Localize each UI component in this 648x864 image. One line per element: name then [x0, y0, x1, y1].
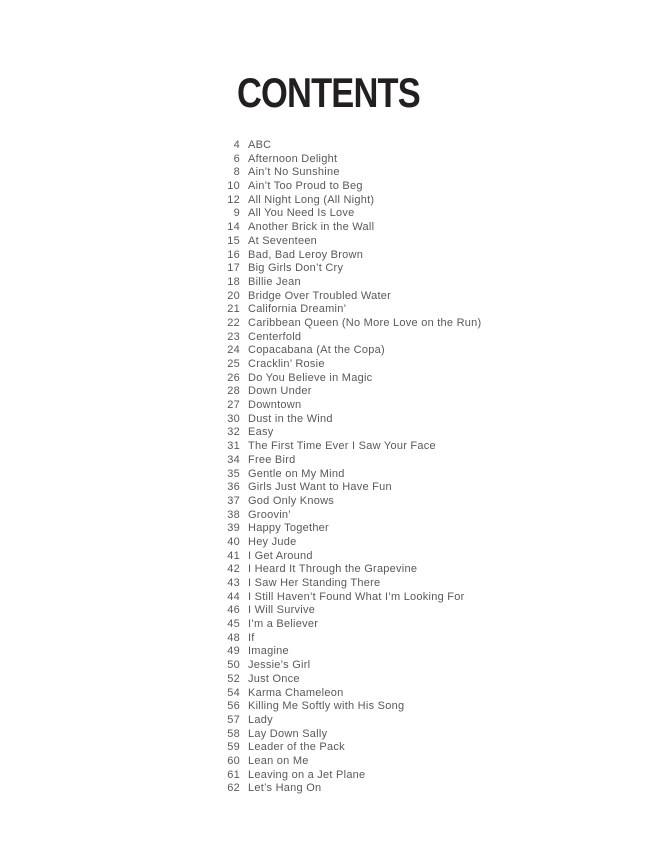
toc-entry	[210, 166, 630, 180]
toc-song-title: ABC	[248, 139, 272, 151]
toc-entry	[210, 468, 630, 482]
toc-page-number: 61	[227, 768, 240, 781]
toc-page-number: 50	[227, 659, 240, 672]
toc-page-number: 44	[227, 590, 240, 603]
toc-page-number: 45	[227, 618, 240, 631]
toc-page-number: 60	[227, 754, 240, 767]
toc-song-title: Gentle on My Mind	[248, 467, 345, 480]
toc-song-title: Lay Down Sally	[248, 727, 328, 740]
toc-entry	[210, 440, 630, 454]
toc-entry	[210, 700, 630, 714]
toc-entry	[210, 331, 630, 345]
toc-page-number: 54	[227, 686, 240, 699]
toc-entry	[210, 235, 630, 249]
toc-entry	[210, 303, 630, 317]
toc-song-title: At Seventeen	[248, 234, 318, 247]
toc-song-title: Lean on Me	[248, 754, 309, 767]
toc-page-number: 23	[227, 330, 240, 343]
toc-page-number: 18	[227, 275, 240, 288]
toc-page-number: 17	[227, 262, 240, 275]
toc-song-title: All You Need Is Love	[248, 207, 355, 220]
toc-page-number: 37	[227, 494, 240, 507]
toc-entry	[210, 221, 630, 235]
toc-page-number: 49	[227, 645, 240, 658]
toc-entry	[210, 194, 630, 208]
toc-song-title: Lady	[248, 713, 273, 726]
toc-song-title: I Still Haven’t Found What I’m Looking For	[248, 590, 465, 603]
toc-page-number: 36	[227, 481, 240, 494]
toc-page-number: 34	[227, 453, 240, 466]
toc-page-number: 20	[227, 289, 240, 302]
toc-page-number: 39	[227, 522, 240, 535]
toc-page-number: 9	[233, 207, 240, 220]
toc-page-number: 52	[227, 672, 240, 685]
toc-entry	[210, 262, 630, 276]
toc-song-title: Do You Believe in Magic	[248, 371, 373, 384]
toc-page-number: 14	[227, 221, 240, 234]
toc-song-title: Leader of the Pack	[248, 741, 345, 754]
toc-song-title: Big Girls Don’t Cry	[248, 262, 344, 275]
toc-song-title: I Saw Her Standing There	[248, 577, 381, 589]
toc-song-title: I’m a Believer	[248, 618, 319, 631]
toc-page-number: 24	[227, 344, 240, 357]
toc-page-number: 8	[233, 166, 240, 179]
toc-song-title: Cracklin’ Rosie	[248, 358, 325, 370]
toc-song-title: Down Under	[248, 385, 312, 398]
toc-entry	[210, 495, 630, 509]
toc-song-title: Free Bird	[248, 453, 296, 466]
toc-song-title: Copacabana (At the Copa)	[248, 344, 385, 357]
toc-page-number: 28	[227, 385, 240, 398]
toc-song-title: Caribbean Queen (No More Love on the Run)	[248, 316, 482, 329]
toc-entry	[210, 139, 630, 153]
toc-entry	[210, 741, 630, 755]
toc-entry	[210, 358, 630, 372]
toc-entry	[210, 180, 630, 194]
toc-page-number: 30	[227, 412, 240, 425]
toc-entry	[210, 207, 630, 221]
toc-page-number: 32	[227, 426, 240, 439]
toc-entry	[210, 481, 630, 495]
toc-entry	[210, 687, 630, 701]
toc-song-title: Girls Just Want to Have Fun	[248, 481, 392, 494]
toc-song-title: Killing Me Softly with His Song	[248, 700, 405, 713]
toc-song-title: Imagine	[248, 645, 289, 658]
toc-page-number: 26	[227, 371, 240, 384]
toc-entry	[210, 604, 630, 618]
toc-song-title: Leaving on a Jet Plane	[248, 768, 366, 781]
toc-page-number: 10	[227, 180, 240, 193]
toc-song-title: If	[248, 631, 255, 644]
toc-song-title: Bridge Over Troubled Water	[248, 289, 392, 302]
toc-song-title: Dust in the Wind	[248, 412, 333, 425]
toc-entry	[210, 673, 630, 687]
toc-song-title: I Get Around	[248, 549, 313, 562]
toc-entry	[210, 290, 630, 304]
toc-entry	[210, 591, 630, 605]
toc-page-number: 43	[227, 577, 240, 589]
toc-entry	[210, 317, 630, 331]
toc-entry	[210, 413, 630, 427]
toc-song-title: I Heard It Through the Grapevine	[248, 563, 418, 576]
toc-song-title: Downtown	[248, 399, 302, 412]
toc-entry	[210, 344, 630, 358]
toc-page-number: 15	[227, 234, 240, 247]
toc-entry	[210, 276, 630, 290]
toc-song-title: Jessie’s Girl	[248, 659, 311, 672]
toc-song-title: Let’s Hang On	[248, 782, 322, 795]
toc-song-title: Ain’t No Sunshine	[248, 166, 340, 179]
toc-page-number: 41	[227, 549, 240, 562]
page-title: CONTENTS	[237, 69, 420, 116]
toc-entry	[210, 769, 630, 783]
toc-page-number: 57	[227, 713, 240, 726]
toc-page-number: 25	[227, 358, 240, 370]
toc-entry	[210, 522, 630, 536]
toc-song-title: Billie Jean	[248, 275, 301, 288]
toc-entry	[210, 659, 630, 673]
toc-page-number: 62	[227, 782, 240, 795]
toc-page-number: 21	[227, 303, 240, 316]
toc-entry	[210, 249, 630, 263]
toc-song-title: Groovin’	[248, 508, 291, 521]
toc-song-title: Centerfold	[248, 330, 302, 343]
toc-song-title: God Only Knows	[248, 494, 335, 507]
toc-entry	[210, 728, 630, 742]
toc-entry	[210, 399, 630, 413]
toc-song-title: All Night Long (All Night)	[248, 193, 375, 206]
toc-entry	[210, 550, 630, 564]
toc-page-number: 22	[227, 316, 240, 329]
toc-entry	[210, 153, 630, 167]
toc-song-title: Easy	[248, 426, 274, 439]
toc-page-number: 56	[227, 700, 240, 713]
toc-song-title: Bad, Bad Leroy Brown	[248, 248, 364, 261]
toc-page-number: 35	[227, 467, 240, 480]
toc-entry	[210, 755, 630, 769]
toc-entry	[210, 454, 630, 468]
toc-page-number: 31	[227, 440, 240, 453]
toc-entry	[210, 782, 630, 796]
toc-page-number: 48	[227, 631, 240, 644]
toc-song-title: Hey Jude	[248, 535, 297, 548]
toc-page-number: 27	[227, 399, 240, 412]
toc-entry	[210, 618, 630, 632]
toc-song-title: Ain’t Too Proud to Beg	[248, 180, 363, 193]
toc-page-number: 4	[233, 139, 240, 151]
toc-entry	[210, 509, 630, 523]
toc-entry	[210, 632, 630, 646]
toc-page-number: 12	[227, 193, 240, 206]
toc-page-number: 16	[227, 248, 240, 261]
toc-page-number: 6	[233, 152, 240, 165]
toc-entry	[210, 714, 630, 728]
toc-song-title: Karma Chameleon	[248, 686, 344, 699]
toc-page-number: 40	[227, 535, 240, 548]
toc-song-title: Happy Together	[248, 522, 329, 535]
toc-page-number: 38	[227, 508, 240, 521]
toc-page-number: 59	[227, 741, 240, 754]
toc-page-number: 42	[227, 563, 240, 576]
toc-page-number: 58	[227, 727, 240, 740]
toc-entry	[210, 372, 630, 386]
toc-entry	[210, 385, 630, 399]
toc-song-title: California Dreamin’	[248, 303, 347, 316]
toc-song-title: Afternoon Delight	[248, 152, 338, 165]
toc-entry	[210, 426, 630, 440]
toc-entry	[210, 577, 630, 591]
toc-song-title: Another Brick in the Wall	[248, 221, 375, 234]
toc-list	[210, 139, 630, 796]
toc-song-title: I Will Survive	[248, 604, 316, 617]
toc-entry	[210, 563, 630, 577]
toc-page-number: 46	[227, 604, 240, 617]
toc-entry	[210, 645, 630, 659]
toc-song-title: Just Once	[248, 672, 300, 685]
toc-entry	[210, 536, 630, 550]
toc-song-title: The First Time Ever I Saw Your Face	[248, 440, 436, 453]
